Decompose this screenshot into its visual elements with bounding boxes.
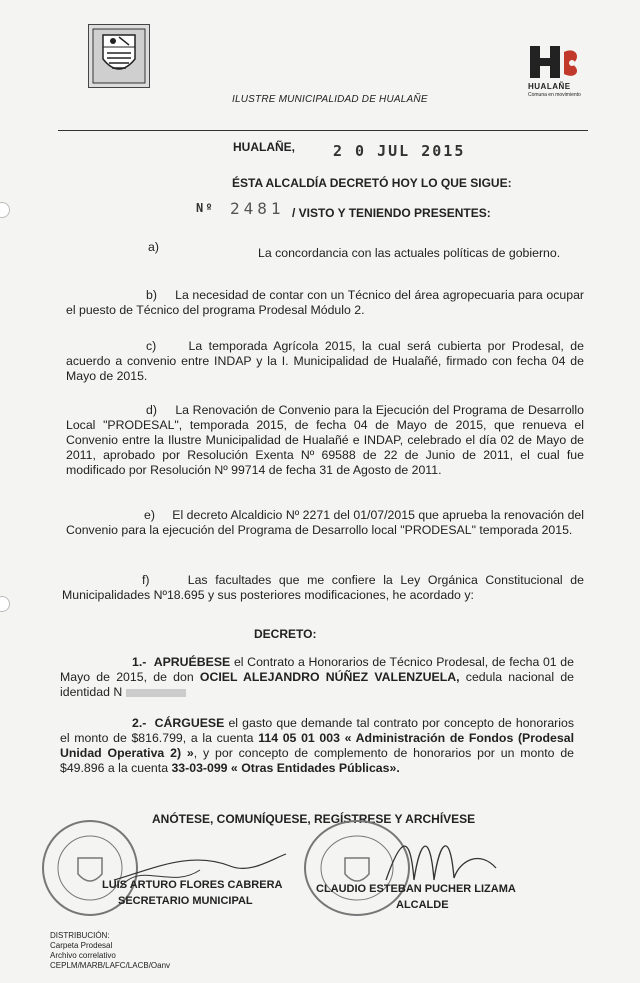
consideration-b [66,288,584,318]
article-1 [60,655,574,700]
article-1-verb: APRUÉBESE [153,655,231,669]
consideration-e-text: El decreto Alcaldicio Nº 2271 del 01/07/2015 que aprueba la renovación del Convenio para la ejecución del Programa de Desarrollo local "PRODESAL" temporada 2015. [66,508,584,537]
secretary-name: LUIS ARTURO FLORES CABRERA [102,879,283,891]
article-2-text-a: el gasto que demande tal contrato por concepto de honorarios el monto de $816.799, a la cuenta [60,716,574,745]
logo-name: HUALAÑE [528,82,571,91]
date-stamp: 2 0 JUL 2015 [333,142,466,160]
article-2-number: 2.- [132,716,147,730]
article-2-account-2: 33-03-099 « Otras Entidades Públicas». [171,761,400,775]
distribution-block [50,931,170,971]
distribution-line: Carpeta Prodesal [50,941,113,950]
mayor-signature [380,820,500,890]
consideration-c [66,339,584,384]
consideration-e [66,508,584,538]
visto-heading: / VISTO Y TENIENDO PRESENTES: [292,206,491,220]
article-2-account-1: 114 05 01 003 « Administración de Fondos (Prodesal Unidad Operativa 2) » [60,731,574,760]
article-1-person-name: OCIEL ALEJANDRO NÚÑEZ VALENZUELA, [199,670,460,684]
closing-formula: ANÓTESE, COMUNÍQUESE, REGÍSTRESE Y ARCHÍVESE [152,812,476,826]
mayor-name: CLAUDIO ESTEBAN PUCHER LIZAMA [316,883,516,895]
article-2-text-b: , y por concepto de complemento de honorarios por un monto de $49.896 a la cuenta [60,746,574,775]
consideration-d [66,403,584,478]
institution-name: ILUSTRE MUNICIPALIDAD DE HUALAÑE [232,94,428,105]
consideration-f-label: f) [142,573,150,587]
consideration-b-label: b) [146,288,157,302]
header-rule [58,130,588,131]
mayor-role: ALCALDE [396,899,449,911]
consideration-a-text: La concordancia con las actuales políticas de gobierno. [258,246,561,260]
consideration-e-label: e) [144,508,155,522]
redacted-id-number [126,689,186,697]
secretary-role: SECRETARIO MUNICIPAL [118,895,253,907]
article-1-number: 1.- [132,655,147,669]
consideration-d-text: La Renovación de Convenio para la Ejecución del Programa de Desarrollo Local "PRODESAL", temporada 2015, de fecha 04 de Mayo de 2015, que renueva el Convenio entre la Ilustre Municipalidad de Hualañé e INDAP, celebrado el día 02 de Mayo de 2011, aprobado por Resolución Exenta Nº 69588 de 22 de Junio de 2011, el cual fue modificado por Resolución Nº 99714 de fecha 31 de Agosto de 2011. [66,403,584,477]
decreto-title: DECRETO: [254,627,317,641]
decree-number-prefix: Nº [196,201,215,215]
consideration-c-text: La temporada Agrícola 2015, la cual será cubierta por Prodesal, de acuerdo a convenio entre INDAP y la I. Municipalidad de Hualañé, firmado con fecha 04 de Mayo de 2015. [66,339,584,383]
consideration-c-label: c) [146,339,157,353]
consideration-f [62,573,584,603]
hualane-logo [528,44,582,80]
consideration-d-label: d) [146,403,157,417]
punch-hole-bottom [0,596,10,612]
decree-number: 2481 [230,199,285,218]
distribution-line: CEPLM/MARB/LAFC/LACB/Oanv [50,961,171,970]
article-2 [60,716,574,776]
dateline-place: HUALAÑE, [233,140,295,154]
consideration-b-text: La necesidad de contar con un Técnico del área agropecuaria para ocupar el puesto de Técnico del programa Prodesal Módulo 2. [66,288,585,317]
article-1-text-a: el Contrato a Honorarios de Técnico Prodesal, de fecha 01 de Mayo de 2015, de don [60,655,574,684]
distribution-title: DISTRIBUCIÓN: [50,931,110,940]
logo-tagline: Comuna en movimiento [528,92,581,98]
consideration-f-text: Las facultades que me confiere la Ley Orgánica Constitucional de Municipalidades Nº18.695 y sus posteriores modificaciones, he acordado y: [62,573,584,602]
article-1-text-b: cedula nacional de identidad N [60,670,574,699]
distribution-line: Archivo correlativo [50,951,116,960]
municipal-crest [88,24,150,88]
punch-hole-top [0,202,10,218]
article-2-verb: CÁRGUESE [154,716,225,730]
consideration-a-label: a) [148,240,159,254]
decree-intro: ÉSTA ALCALDÍA DECRETÓ HOY LO QUE SIGUE: [232,176,512,190]
